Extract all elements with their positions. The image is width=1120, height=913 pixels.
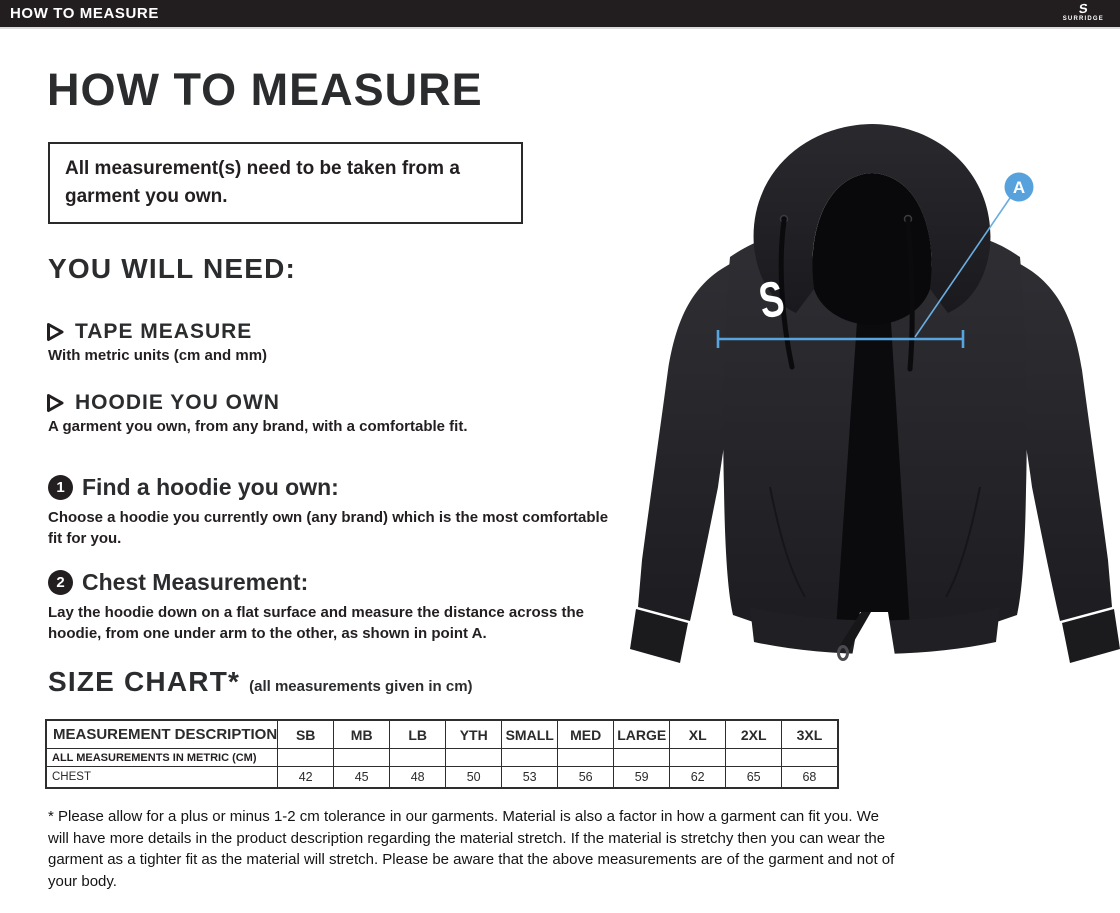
cell: 50 bbox=[446, 767, 502, 789]
cell: 42 bbox=[278, 767, 334, 789]
table-row bbox=[46, 767, 838, 789]
table-header-row bbox=[46, 720, 838, 749]
need-item-title: HOODIE YOU OWN bbox=[75, 391, 280, 414]
cell bbox=[670, 749, 726, 767]
column-header: 2XL bbox=[726, 720, 782, 749]
surridge-logo bbox=[1063, 2, 1104, 22]
cell bbox=[614, 749, 670, 767]
point-a-label: A bbox=[1012, 178, 1026, 197]
step-number-badge: 2 bbox=[48, 570, 73, 595]
column-header: YTH bbox=[446, 720, 502, 749]
hoodie-right-sleeve bbox=[1018, 263, 1112, 621]
need-item-hoodie bbox=[46, 391, 280, 415]
brand-name: SURRIDGE bbox=[1062, 16, 1104, 22]
cell bbox=[558, 749, 614, 767]
svg-text:S: S bbox=[755, 271, 789, 330]
need-item-description: A garment you own, from any brand, with a comfortable fit. bbox=[48, 418, 468, 435]
column-header: SMALL bbox=[502, 720, 558, 749]
cell bbox=[278, 749, 334, 767]
brand-s-icon: S bbox=[1078, 0, 1089, 17]
column-header: LARGE bbox=[614, 720, 670, 749]
you-will-need-heading: YOU WILL NEED: bbox=[48, 253, 297, 284]
page-title: HOW TO MEASURE bbox=[47, 64, 483, 115]
cell: 65 bbox=[726, 767, 782, 789]
size-chart-heading bbox=[48, 666, 473, 698]
need-item-tape-measure bbox=[46, 320, 252, 344]
step-title: Find a hoodie you own: bbox=[82, 474, 339, 500]
measurement-note-box: All measurement(s) need to be taken from a garment you own. bbox=[48, 142, 523, 224]
step-number-badge: 1 bbox=[48, 475, 73, 500]
size-chart-title: SIZE CHART* bbox=[48, 666, 241, 697]
table-row bbox=[46, 749, 838, 767]
tolerance-disclaimer: * Please allow for a plus or minus 1-2 cm tolerance in our garments. Material is also a factor in how a garment can fit you. We will have more details in the product description regarding the material stretch. If the material is stretchy then you can wear the garment as a tighter fit as the material will stretch. Please be aware that the above measurements are of the garment and not of your body. bbox=[48, 808, 895, 890]
column-header: XL bbox=[670, 720, 726, 749]
column-header: MEASUREMENT DESCRIPTION bbox=[46, 720, 278, 749]
row-label: CHEST bbox=[46, 767, 278, 789]
cell: 45 bbox=[334, 767, 390, 789]
hoodie-illustration bbox=[630, 115, 1120, 665]
hoodie-measurement-figure bbox=[630, 115, 1120, 665]
cell bbox=[334, 749, 390, 767]
column-header: MED bbox=[558, 720, 614, 749]
cell bbox=[502, 749, 558, 767]
step-1-description: Choose a hoodie you currently own (any brand) which is the most comfortable fit for you. bbox=[48, 509, 609, 547]
column-header: 3XL bbox=[782, 720, 838, 749]
cell: 59 bbox=[614, 767, 670, 789]
column-header: MB bbox=[334, 720, 390, 749]
step-title: Chest Measurement: bbox=[82, 569, 309, 595]
step-2-title-row bbox=[48, 569, 308, 596]
cell bbox=[390, 749, 446, 767]
row-label: ALL MEASUREMENTS IN METRIC (CM) bbox=[46, 749, 278, 767]
modal-header-bar bbox=[0, 0, 1120, 29]
cell bbox=[726, 749, 782, 767]
cell: 56 bbox=[558, 767, 614, 789]
column-header: LB bbox=[390, 720, 446, 749]
cell bbox=[446, 749, 502, 767]
need-item-description: With metric units (cm and mm) bbox=[48, 347, 268, 364]
modal-title: HOW TO MEASURE bbox=[10, 5, 159, 22]
cell: 68 bbox=[782, 767, 838, 789]
cell: 62 bbox=[670, 767, 726, 789]
step-2-description: Lay the hoodie down on a flat surface and measure the distance across the hoodie, from one under arm to the other, as shown in point A. bbox=[48, 604, 584, 642]
cell: 53 bbox=[502, 767, 558, 789]
cell bbox=[782, 749, 838, 767]
need-item-title: TAPE MEASURE bbox=[75, 320, 253, 343]
hoodie-left-sleeve bbox=[638, 263, 732, 621]
cell: 48 bbox=[390, 767, 446, 789]
size-chart-table bbox=[45, 719, 839, 789]
column-header: SB bbox=[278, 720, 334, 749]
step-1-title-row bbox=[48, 474, 339, 501]
triangle-bullet-icon bbox=[46, 393, 65, 413]
triangle-bullet-icon bbox=[46, 322, 65, 342]
size-chart-subtitle: (all measurements given in cm) bbox=[249, 678, 473, 695]
